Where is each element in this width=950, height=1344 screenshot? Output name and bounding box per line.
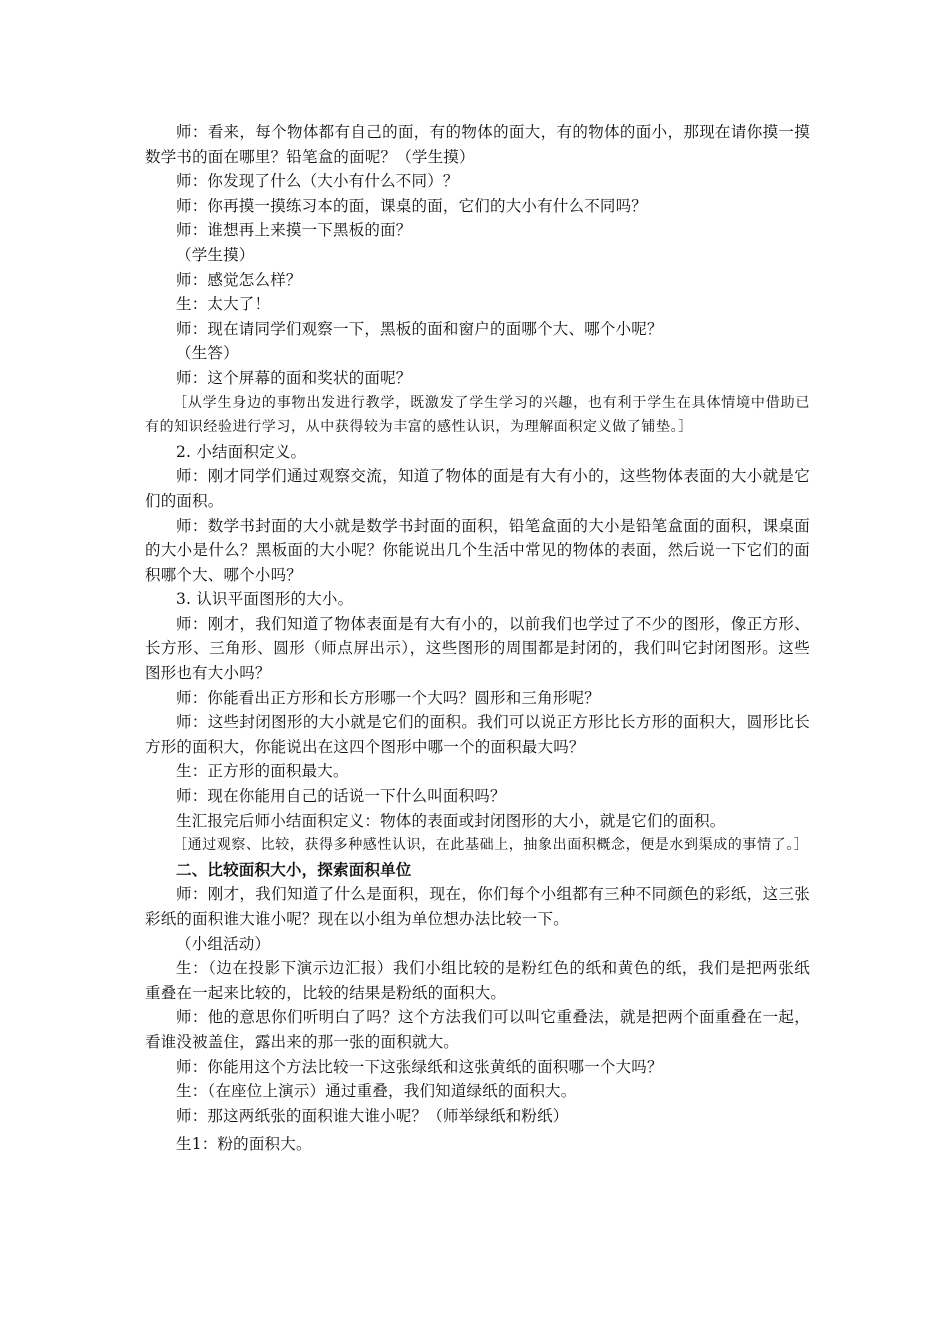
paragraph: 生：（边在投影下演示边汇报）我们小组比较的是粉红色的纸和黄色的纸，我们是把两张纸重叠在一起来比较的，比较的结果是粉纸的面积大。	[145, 959, 810, 1002]
paragraph: 师：那这两纸张的面积谁大谁小呢？（师举绿纸和粉纸）	[176, 1106, 569, 1125]
teaching-note: ［通过观察、比较，获得多种感性认识，在此基础上，抽象出面积概念，便是水到渠成的事情了。］	[173, 837, 809, 854]
section-item: 2. 小结面积定义。	[176, 442, 307, 461]
paragraph: 师：你发现了什么（大小有什么不同）？	[176, 172, 459, 191]
paragraph: 师：刚才，我们知道了物体表面是有大有小的，以前我们也学过了不少的图形，像正方形、长方形、三角形、圆形（师点屏出示），这些图形的周围都是封闭的，我们叫它封闭图形。这些图形也有大小吗？	[145, 614, 810, 683]
paragraph: 师：这些封闭图形的大小就是它们的面积。我们可以说正方形比长方形的面积大，圆形比长方形的面积大，你能说出在这四个图形中哪一个的面积最大吗？	[145, 713, 810, 756]
paragraph: 师：感觉怎么样？	[176, 270, 302, 289]
paragraph: 生：太大了！	[176, 295, 271, 314]
paragraph: 生：（在座位上演示）通过重叠，我们知道绿纸的面积大。	[176, 1082, 577, 1101]
paragraph: 师：这个屏幕的面和奖状的面呢？	[176, 368, 412, 387]
paragraph: 师：看来，每个物体都有自己的面，有的物体的面大，有的物体的面小，那现在请你摸一摸数学书的面在哪里？铅笔盒的面呢？（学生摸）	[145, 123, 810, 166]
paragraph: 师：谁想再上来摸一下黑板的面？	[176, 221, 412, 240]
paragraph: （学生摸）	[176, 245, 255, 264]
paragraph: 师：他的意思你们听明白了吗？这个方法我们可以叫它重叠法，就是把两个面重叠在一起，看谁没被盖住，露出来的那一张的面积就大。	[145, 1008, 810, 1051]
document-body	[145, 120, 810, 1157]
paragraph: 师：现在你能用自己的话说一下什么叫面积吗？	[176, 787, 506, 806]
paragraph: 师：数学书封面的大小就是数学书封面的面积，铅笔盒面的大小是铅笔盒面的面积，课桌面的大小是什么？黑板面的大小呢？你能说出几个生活中常见的物体的表面，然后说一下它们的面积哪个大、哪个小吗？	[145, 516, 810, 584]
paragraph: 生汇报完后师小结面积定义：物体的表面或封闭图形的大小，就是它们的面积。	[176, 811, 726, 830]
section-item: 3. 认识平面图形的大小。	[176, 590, 354, 609]
paragraph: （生答）	[176, 344, 239, 363]
paragraph: （小组活动）	[176, 934, 271, 953]
section-heading: 二、比较面积大小，探索面积单位	[176, 860, 412, 879]
paragraph: 师：你能用这个方法比较一下这张绿纸和这张黄纸的面积哪一个大吗？	[176, 1057, 663, 1076]
paragraph: 师：刚才同学们通过观察交流，知道了物体的面是有大有小的，这些物体表面的大小就是它们的面积。	[145, 467, 810, 510]
paragraph: 生1：粉的面积大。	[176, 1135, 312, 1154]
paragraph: 生：正方形的面积最大。	[176, 762, 349, 781]
teaching-note: ［从学生身边的事物出发进行教学，既激发了学生学习的兴趣，也有利于学生在具体情境中借助已有的知识经验进行学习，从中获得较为丰富的感性认识，为理解面积定义做了铺垫。］	[145, 394, 810, 436]
paragraph: 师：刚才，我们知道了什么是面积，现在，你们每个小组都有三种不同颜色的彩纸，这三张彩纸的面积谁大谁小呢？现在以小组为单位想办法比较一下。	[145, 885, 810, 928]
paragraph: 师：你再摸一摸练习本的面，课桌的面，它们的大小有什么不同吗？	[176, 196, 648, 215]
paragraph: 师：现在请同学们观察一下，黑板的面和窗户的面哪个大、哪个小呢？	[176, 319, 663, 338]
paragraph: 师：你能看出正方形和长方形哪一个大吗？圆形和三角形呢？	[176, 688, 600, 707]
